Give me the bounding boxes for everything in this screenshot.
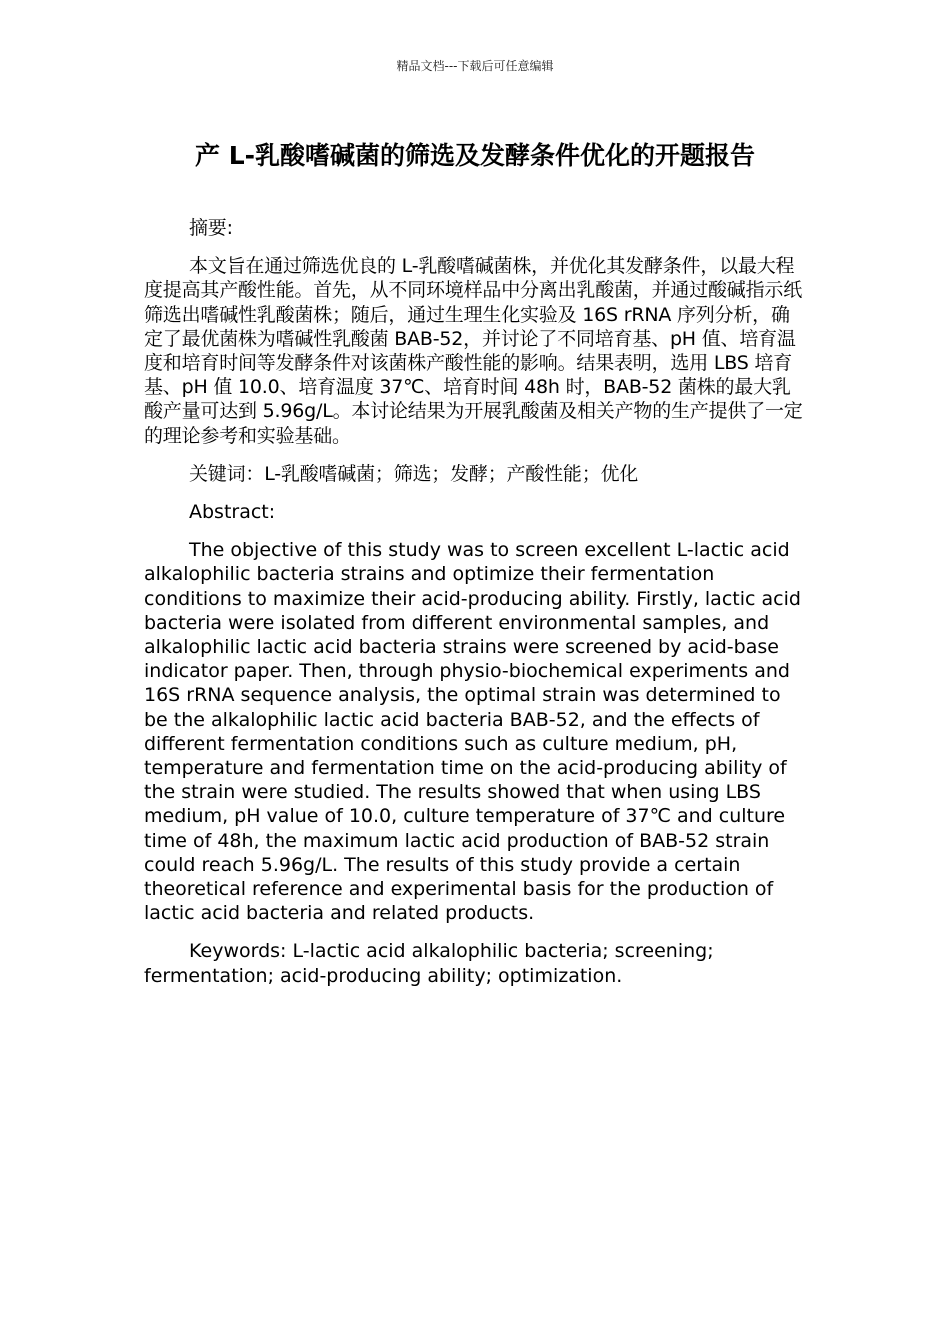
abstract-label-cn: 摘要: [189, 217, 233, 239]
document-title: 产 L-乳酸嗜碱菌的筛选及发酵条件优化的开题报告 [194, 141, 755, 170]
keywords-en: Keywords: L-lactic acid alkalophilic bacteria; screening; fermentation; acid-producing ability; optimization. [144, 940, 714, 987]
abstract-paragraph-cn: 本文旨在通过筛选优良的 L-乳酸嗜碱菌株，并优化其发酵条件，以最大程度提高其产酸性能。首先，从不同环境样品中分离出乳酸菌，并通过酸碱指示纸筛选出嗜碱性乳酸菌株；随后，通过生理生化实验及 16S rRNA 序列分析，确定了最优菌株为嗜碱性乳酸菌 BAB-52，并讨论了不同培育基、pH 值、培育温度和培育时间等发酵条件对该菌株产酸性能的影响。结果表明，选用 LBS 培育基、pH 值 10.0、培育温度 37℃、培育时间 48h 时，BAB-52 菌株的最大乳酸产量可达到 5.96g/L。本讨论结果为开展乳酸菌及相关产物的生产提供了一定的理论参考和实验基础。 [144, 255, 803, 447]
abstract-paragraph-en: The objective of this study was to screen excellent L-lactic acid alkalophilic bacteria strains and optimize their fermentation conditions to maximize their acid-producing ability. Firstly, lactic acid bacteria were isolated from different environmental samples, and alkalophilic lactic acid bacteria strains were screened by acid-base indicator paper. Then, through physio-biochemical experiments and 16S rRNA sequence analysis, the optimal strain was determined to be the alkalophilic lactic acid bacteria BAB-52, and the effects of different fermentation conditions such as culture medium, pH, temperature and fermentation time on the acid-producing ability of the strain were studied. The results showed that when using LBS medium, pH value of 10.0, culture temperature of 37℃ and culture time of 48h, the maximum lactic acid production of BAB-52 strain could reach 5.96g/L. The results of this study provide a certain theoretical reference and experimental basis for the production of lactic acid bacteria and related products. [144, 539, 801, 925]
document-body [144, 216, 806, 1002]
keywords-cn: 关键词：L-乳酸嗜碱菌；筛选；发酵；产酸性能；优化 [189, 462, 639, 485]
abstract-label-en: Abstract: [189, 501, 276, 524]
page-header-watermark: 精品文档---下载后可任意编辑 [396, 59, 554, 73]
